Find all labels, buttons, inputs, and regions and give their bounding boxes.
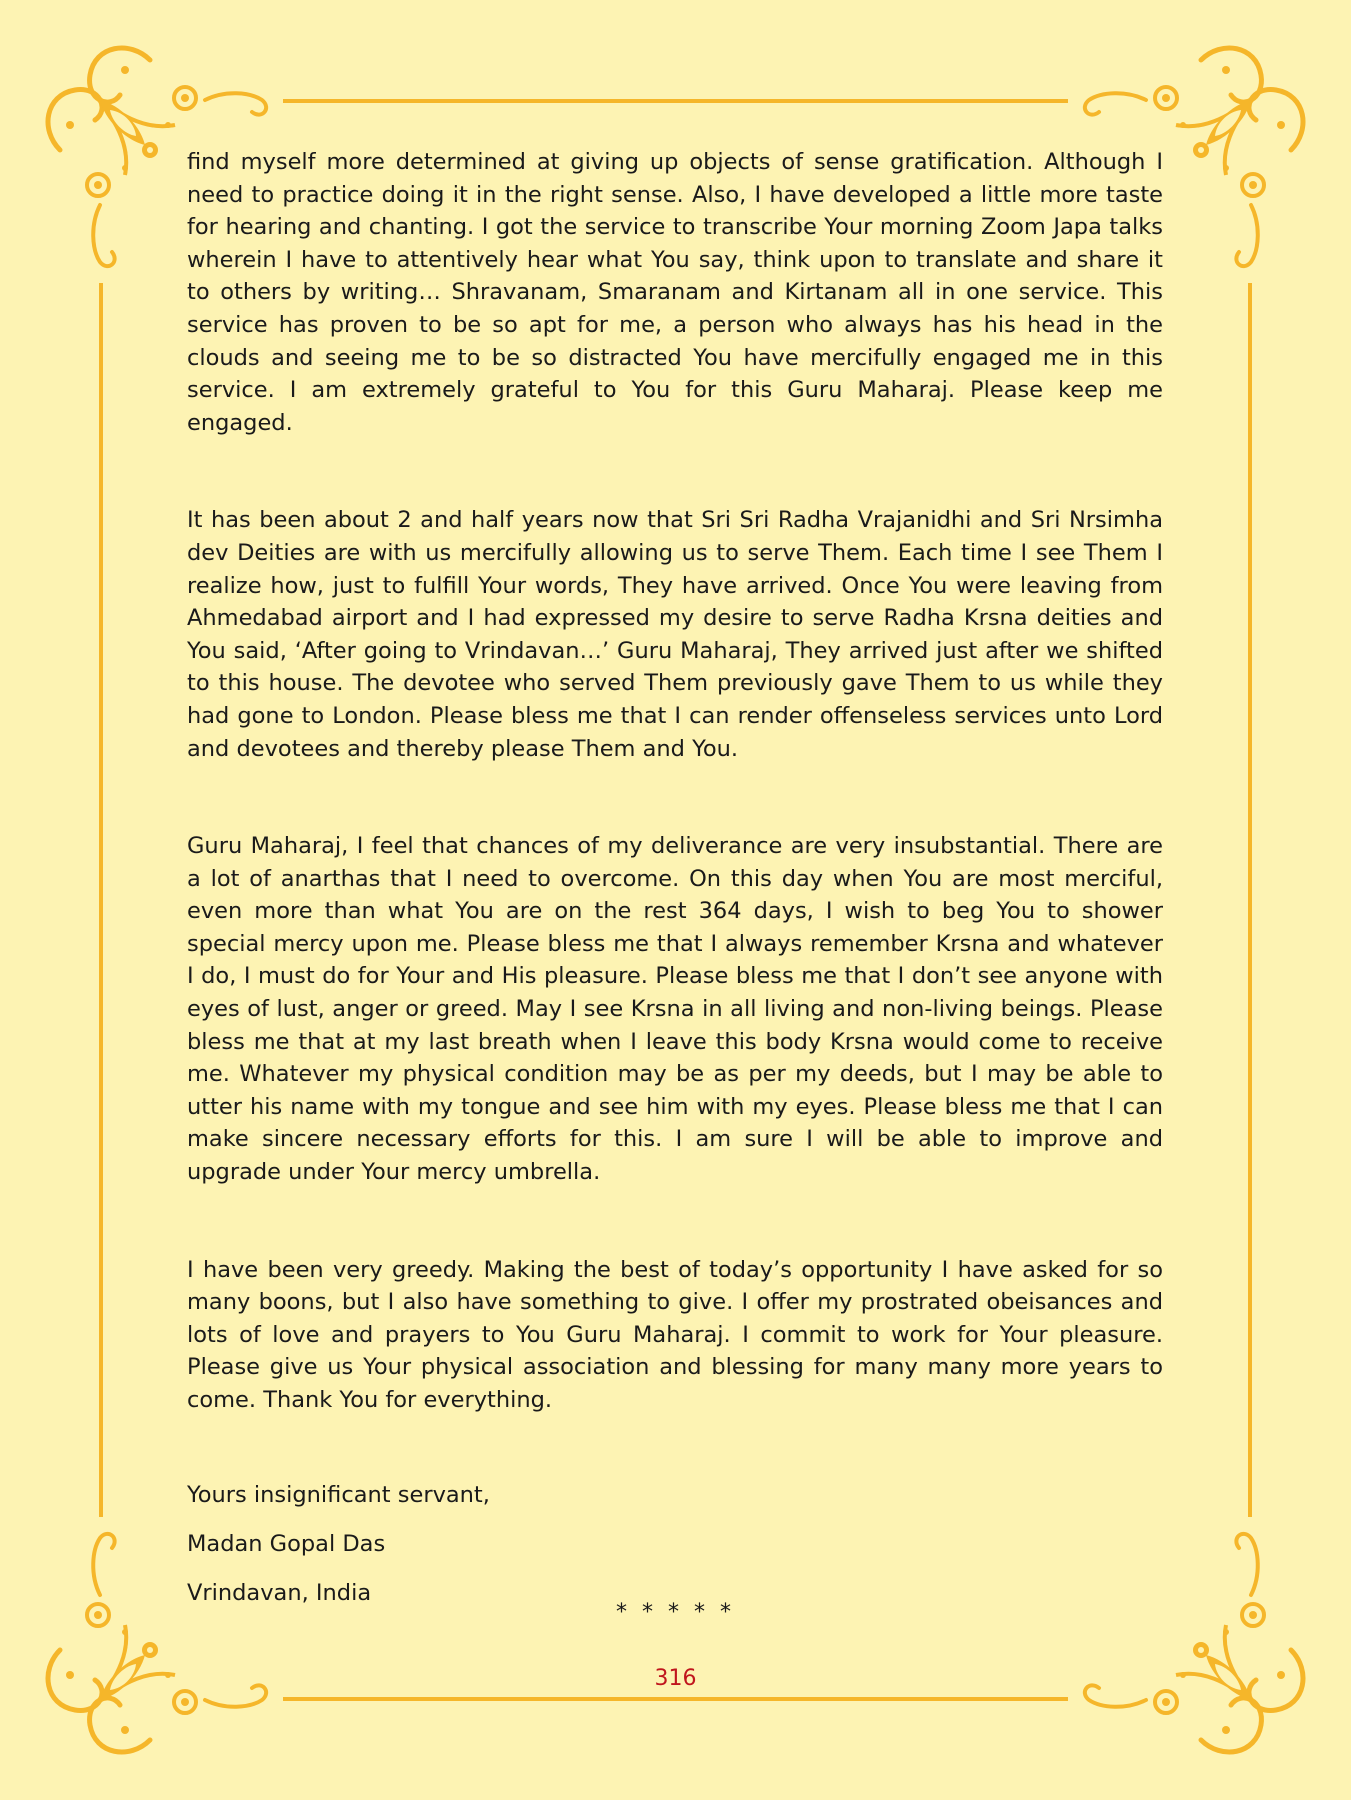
- paragraph: I have been very greedy. Making the best of today’s opportunity I have asked for so many boons, but I also have something to give. I offer my prostrated obeisances and lots of love and prayers to You Guru Maharaj. I commit to work for Your pleasure. Please give us Your physical association and blessing for many many more years to come. Thank You for everything.: [187, 1256, 1163, 1413]
- signature-block: [187, 1479, 1163, 1609]
- signature-location: Vrindavan, India: [187, 1579, 372, 1606]
- section-separator: * * * * *: [616, 1600, 735, 1625]
- signature-name: Madan Gopal Das: [187, 1530, 386, 1557]
- signature-closing: Yours insignificant servant,: [187, 1481, 490, 1508]
- paragraph: Guru Maharaj, I feel that chances of my deliverance are very insubstantial. There are a lot of anarthas that I need to overcome. On this day when You are most merciful, even more than what You are on the rest 364 days, I wish to beg You to shower special mercy upon me. Please bless me that I always remember Krsna and whatever I do, I must do for Your and His pleasure. Please bless me that I don’t see anyone with eyes of lust, anger or greed. May I see Krsna in all living and non-living beings. Please bless me that at my last breath when I leave this body Krsna would come to receive me. Whatever my physical condition may be as per my deeds, but I may be able to utter his name with my tongue and see him with my eyes. Please bless me that I can make sincere necessary efforts for this. I am sure I will be able to improve and upgrade under Your mercy umbrella.: [187, 833, 1163, 1186]
- page-number: 316: [654, 1666, 697, 1691]
- paragraph: find myself more determined at giving up objects of sense gratification. Although I need to practice doing it in the right sense. Also, I have developed a little more taste for hearing and chanting. I got the service to transcribe Your morning Zoom Japa talks wherein I have to attentively hear what You say, think upon to translate and share it to others by writing… Shravanam, Smaranam and Kirtanam all in one service. This service has proven to be so apt for me, a person who always has his head in the clouds and seeing me to be so distracted You have mercifully engaged me in this service. I am extremely grateful to You for this Guru Maharaj. Please keep me engaged.: [187, 149, 1163, 436]
- paragraph: It has been about 2 and half years now that Sri Sri Radha Vrajanidhi and Sri Nrsimha dev Deities are with us mercifully allowing us to serve Them. Each time I see Them I realize how, just to fulfill Your words, They have arrived. Once You were leaving from Ahmedabad airport and I had expressed my desire to serve Radha Krsna deities and You said, ‘After going to Vrindavan…’ Guru Maharaj, They arrived just after we shifted to this house. The devotee who served Them previously gave Them to us while they had gone to London. Please bless me that I can render offenseless services unto Lord and devotees and thereby please Them and You.: [187, 507, 1163, 762]
- letter-body: [187, 146, 1163, 1626]
